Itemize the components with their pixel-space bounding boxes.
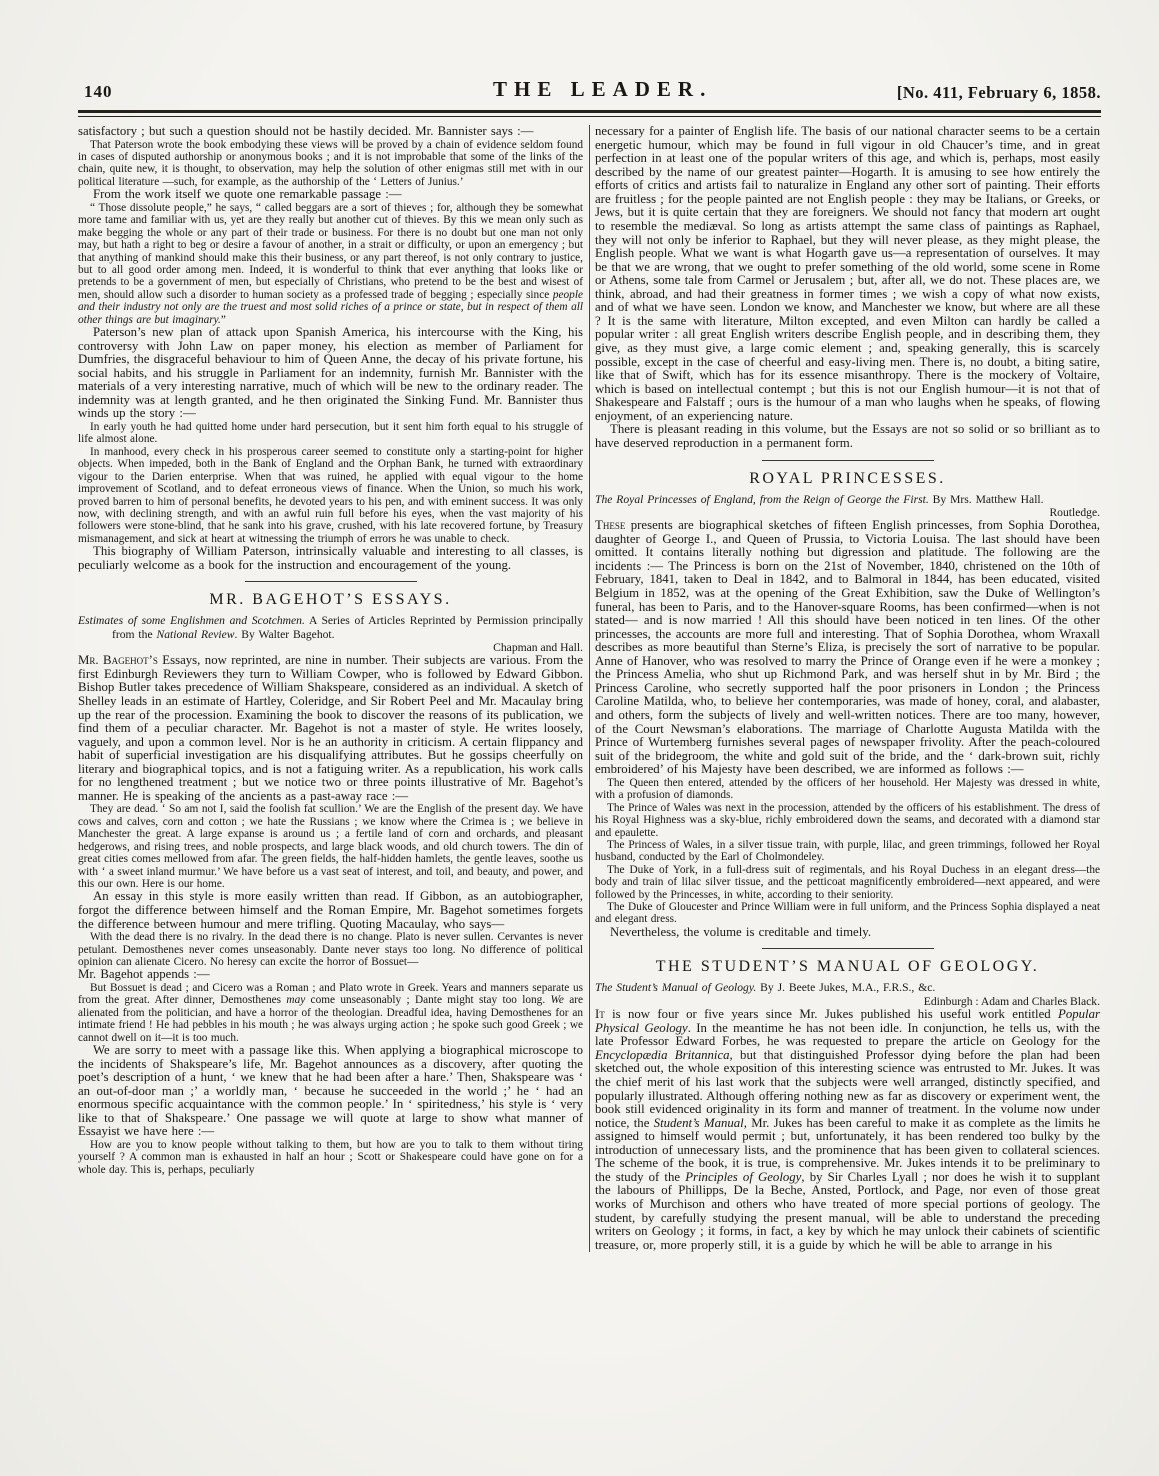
blockquote: They are dead. ‘ So am not I, said the foolish fat scullion.’ We are the English of the present day. We have cows and calves, corn and cotton ; we hate the Russians ; we know where the Crimea is ; we believe in Manchester the great. A large expanse is around us ; a fertile land of corn and orchards, and pleasant hedgerows, and rising trees, and noble prospects, and large black woods, and old church towers. The din of great cities comes mellowed from afar. The green fields, the half-hidden hamlets, the gentle leaves, soothe us with ‘ a sweet inland murmur.’ We have before us a vast seat of interest, and toil, and beauty, and power, and this our own. Here is our home. [78,803,583,891]
page-number: 140 [84,82,113,101]
blockquote: The Duke of Gloucester and Prince William were in full uniform, and the Princess Sophia displayed a neat and elegant dress. [595,901,1100,926]
publisher: Chapman and Hall. [493,640,583,654]
paragraph: There is pleasant reading in this volume, but the Essays are not so solid or so brilliant as to have deserved reproduction in a permanent form. [595,422,1100,450]
issue-date: [No. 411, February 6, 1858. [896,83,1101,102]
masthead-title: THE LEADER. [492,77,713,101]
publisher: Routledge. [1049,505,1100,519]
blockquote: The Duke of York, in a full-dress suit of regimentals, and his Royal Duchess in an elegant dress—the body and train of lilac silver tissue, and the petticoat magnificently embroidered—next appeared, and were followed by the Princesses, in white, according to their seniority. [595,863,1100,901]
byline: The Royal Princesses of England, from the Reign of George the First. By Mrs. Matthew Hall. [595,492,1044,506]
paragraph: It is now four or five years since Mr. Jukes published his useful work entitled Popular Physical Geology. In the meantime he has not been idle. In conjunction, he tells us, with the late Professor Edward Forbes, he was requested to prepare the article on Geology for the Encyclopædia Britannica, but that distinguished Professor dying before the plan had been sketched out, the whole exposition of this interesting science was entrusted to Mr. Jukes. It was the chief merit of his last work that the subjects were well arranged, distinctly specified, and popularly illustrated. Although offering nothing new as far as discovery or experiment went, the book still evidenced originality in its form and manner of treatment. In the volume now under notice, the Student’s Manual, Mr. Jukes has been careful to make it as complete as the limits he assigned to himself would permit ; but, unfortunately, it has been rendered too bulky by the introduction of unnecessary lists, and the prominence that has been given to collateral sciences. The scheme of the book, it is true, is comprehensive. Mr. Jukes intends it to be preliminary to the study of the Principles of Geology, by Sir Charles Lyall ; nor does he wish it to supplant the labours of Phillipps, De la Beche, Ansted, Portlock, and Page, nor even of those great works of Murchison and others who have treated of more special portions of geology. The student, by carefully studying the present manual, will be able to understand the preceding writers on Geology ; it forms, in fact, a key by which he may unlock their cabinets of scientific treasure, or, more properly still, it is a guide by which he will be able to arrange in his [595,1007,1101,1252]
blockquote: The Princess of Wales, in a silver tissue train, with purple, lilac, and green trimmings, followed her Royal husband, conducted by the Earl of Cholmondeley. [595,838,1100,864]
paragraph: Mr. Bagehot’s Essays, now reprinted, are nine in number. Their subjects are various. From the first Edinburgh Reviewers they turn to William Cowper, who is followed by Edward Gibbon. Bishop Butler takes precedence of William Shakspeare, considered as an individual. A sketch of Shelley leads in an estimate of Hartley, Coleridge, and Sir Robert Peel and Mr. Macaulay bring up the rear of the procession. Examining the book to discover the reasons of its publication, we find them of a peculiar character. Mr. Bagehot is not a master of style. He writes loosely, vaguely, and upon a common level. Nor is he an authority in criticism. A certain flippancy and habit of superficial investigation are his disqualifying attributes. But he gossips cheerfully on literary and biographical topics, and is not a fatiguing writer. As a republication, his work calls for no lengthened treatment ; but we notice two or three points illustrative of Mr. Bagehot’s manner. He is speaking of the ancients as a past-away race :— [78,653,584,803]
article-heading: ROYAL PRINCESSES. [749,469,946,487]
publisher: Edinburgh : Adam and Charles Black. [923,994,1100,1008]
page-header [78,64,1101,104]
blockquote: How are you to know people without talking to them, but how are you to talk to them without tiring yourself ? A common man is exhausted in half an hour ; Scott or Shakespeare could have gone on for a whole day. This is, perhaps, peculiarly [78,1139,583,1176]
paragraph: These presents are biographical sketches of fifteen English princesses, from Sophia Dorothea, daughter of George I., and Queen of Prussia, to Victoria Louisa. The last should have been omitted. It contains literally nothing but digression and platitude. The following are the incidents :— The Princess is born on the 21st of November, 1840, christened on the 10th of February, 1841, taken to Deal in 1842, and to Balmoral in 1844, has been educated, visited Belgium in 1852, was at the opening of the Great Exhibition, saw the Duke of Wellington’s funeral, has been to Paris, and to the Hanover-square Rooms, has been confirmed—when is not stated— and is now married ! All this should have been noticed in ten lines. Of the other princesses, the accounts are more full and interesting. That of Sophia Dorothea, whom Wraxall describes as more beautiful than Sterne’s Eliza, is precisely the sort of narrative to be popular. Anne of Hanover, who was resolved to marry the Prince of Orange even if he were a monkey ; the Princess Amelia, who shut up Richmond Park, and was herself shut in by Mr. Bird ; the Princess Caroline, who secretly supported half the poor prisoners in London ; the Princess Caroline Matilda, who, to believe her contemporaries, was made of honey, coral, and alabaster, and others, form the subjects of lively and well-written notices. There are too many, however, of the Court Newsman’s elaborations. The marriage of Charlotte Augusta Matilda with the Prince of Wurtemberg furnishes several pages of newspaper frivolity. After the peach-coloured suit of the bridegroom, the white and gold suit of the bride, and the ‘ dark-brown suit, richly embroidered’ of his Majesty have been described, we are informed as follows :— [595,518,1100,777]
column-rule [589,125,590,1252]
section-divider [245,581,417,582]
blockquote: The Prince of Wales was next in the procession, attended by the officers of his establishment. The dress of his Royal Highness was a sky-blue, richly embroidered down the seams, and decorated with a diamond star and epaulette. [595,801,1100,839]
paragraph: From the work itself we quote one remarkable passage :— [93,187,402,202]
paragraph: satisfactory ; but such a question should not be hastily decided. Mr. Bannister says :— [78,124,534,138]
paragraph: Nevertheless, the volume is creditable and timely. [610,924,872,939]
paragraph: This biography of William Paterson, intrinsically valuable and interesting to all classes, is peculiarly welcome as a book for the instruction and encouragement of the young. [78,544,583,572]
section-divider [762,460,934,461]
byline: The Student’s Manual of Geology. By J. Beete Jukes, M.A., F.R.S., &c. [595,981,936,995]
left-column [78,125,583,1252]
byline: Estimates of some Englishmen and Scotchmen. A Series of Articles Reprinted by Permission principally from the National Review. By Walter Bagehot. [78,614,583,641]
blockquote: In early youth he had quitted home under hard persecution, but it sent him forth equal to his struggle of life almost alone. [78,420,583,446]
article-heading: THE STUDENT’S MANUAL OF GEOLOGY. [655,958,1040,976]
blockquote: “ Those dissolute people,” he says, “ called beggars are a sort of thieves ; for, although they be somewhat more tame and familiar with us, yet are they really but another cut of thieves. By this we mean only such as make begging the whole or any part of their trade or business. For there is no doubt but one man not only may, but hath a right to beg or desire a favour of another, in a strait or difficulty, or upon an emergency ; but that anything of mankind should make this their business, or any part thereof, is not only contrary to justice, but to all good order among men. Indeed, it is wonderful to think that ever anything that looks like or pretends to be a government of men, but especially of Christians, who pretend to be the best and wisest of men, should allow such a disorder to human society as a professed trade of begging ; especially since people and their industry not only are the truest and most solid riches of a prince or state, but in respect of them all other things are but imaginary.” [78,201,583,326]
blockquote: But Bossuet is dead ; and Cicero was a Roman ; and Plato wrote in Greek. Years and manners separate us from the great. After dinner, Demosthenes may come unseasonably ; Dante might stay too long. We are alienated from the politician, and have a horror of the theologian. Dreadful idea, having Demosthenes for an intimate friend ! He had pebbles in his mouth ; he was always urging action ; he spoke such good Greek ; we cannot dwell on it—it is too much. [78,981,583,1044]
blockquote: With the dead there is no rivalry. In the dead there is no change. Plato is never sullen. Cervantes is never petulant. Demosthenes never comes unseasonably. Dante never stays too long. No difference of political opinion can alienate Cicero. No heresy can excite the horror of Bossuet— [78,931,583,968]
blockquote: The Queen then entered, attended by the officers of her household. Her Majesty was dressed in white, with a profusion of diamonds. [595,776,1100,802]
blockquote: In manhood, every check in his prosperous career seemed to constitute only a starting-point for higher objects. When impeded, both in the Bank of England and the Orphan Bank, he turned with extraordinary vigour to the Darien enterprise. When that was ruined, he applied with equal vigour to the home improvement of Scotland, and to defeat erroneous views of finance. When the Union, so much his work, proved barren to him of personal benefits, he devoted years to his pen, and with eminent success. It was only now, with declining strength, and with an awful ruin full before his eyes, when the vast majority of his followers were stone-blind, that he sank into his grave, crushed, with his late recovered fortune, by Treasury mismanagement, and sick at heart at witnessing the triumph of errors he was unable to check. [78,445,583,545]
paragraph: An essay in this style is more easily written than read. If Gibbon, as an autobiographer, forgot the difference between himself and the Roman Empire, Mr. Bagehot sometimes forgets the difference between humour and mere trifling. Quoting Macaulay, who says— [78,889,583,931]
blockquote: That Paterson wrote the book embodying these views will be proved by a chain of evidence seldom found in cases of disputed authorship or anonymous books ; and it is not improbable that some of the links of the chain, quite new, it is thought, to observation, may help the solution of other enigmas still met with in our political literature —such, for example, as the authorship of the ‘ Letters of Junius.’ [78,138,583,188]
right-column [595,125,1100,1252]
paragraph: Paterson’s new plan of attack upon Spanish America, his intercourse with the King, his controversy with John Law on paper money, his election as member of Parliament for Dumfries, the disgraceful behaviour to him of Queen Anne, the decay of his private fortune, his social habits, and his struggle in Parliament for an indemnity, furnish Mr. Bannister with the materials of a very interesting narrative, much of which will be new to the ordinary reader. The indemnity was at length granted, and he then originated the Sinking Fund. Mr. Bannister thus winds up the story :— [78,325,583,421]
section-divider [762,948,934,949]
paragraph: We are sorry to meet with a passage like this. When applying a biographical microscope to the incidents of Shakspeare’s life, Mr. Bagehot announces as a discovery, after quoting the poet’s description of a hunt, ‘ we knew that he had been after a hare.’ Then, Shakspeare was ‘ an out-of-door man ;’ a worldly man, ‘ because he succeeded in the world ;’ he ‘ had an enormous specific acquaintance with the common people.’ In ‘ spiritedness,’ his style is ‘ very like to that of Shakspeare.’ One passage we will quote at large to show what manner of Essayist we have here :— [78,1043,583,1139]
paragraph: necessary for a painter of English life. The basis of our national character seems to be a certain energetic humour, which may be found in full vigour in old Chaucer’s time, and in great perfection in at least one of the popular writers of this age, and which is, perhaps, most easily described by the name of our greatest painter—Hogarth. It is amusing to see how entirely the efforts of critics and artists fail to naturalize in England any other sort of painting. Their efforts are fruitless ; for the people painted are not English people : they may be Italians, or Greeks, or Jews, but it is quite certain that they are foreigners. We should not fancy that modern art ought to resemble the mediæval. So long as artists attempt the same class of paintings as Raphael, they will not only be inferior to Raphael, but they will never please, as they might please, the English people. What we want is what Hogarth gave us—a representation of ourselves. It may be that we are wrong, that we ought to prefer something of the old world, some scene in Rome or Athens, some tale from Carmel or Jerusalem ; but, after all, we do not. These places are, we think, abroad, and had their greatness in former times ; we wish a copy of what now exists, and of what we have seen. London we know, and Manchester we know, but where are all these ? It is the same with literature, Milton excepted, and even Milton can hardly be called a popular writer : all great English writers describe English people, and in describing them, they give, as they must give, a large comic element ; and, speaking generally, this is scarcely possible, except in the case of cheerful and easy-living men. There is, no doubt, a biting satire, like that of Swift, which has for its essence misanthropy. There is the mockery of Voltaire, which is based on intellectual contempt ; but this is not our English humour—it is not that of Shakespeare and Falstaff ; ours is the humour of a man who laughs when he speaks, of flowing enjoyment, of an experiencing nature. [595,124,1100,423]
header-rule [78,110,1101,117]
columns [78,125,1101,1252]
article-heading: MR. BAGEHOT’S ESSAYS. [209,591,452,609]
paragraph: Mr. Bagehot appends :— [78,967,210,982]
